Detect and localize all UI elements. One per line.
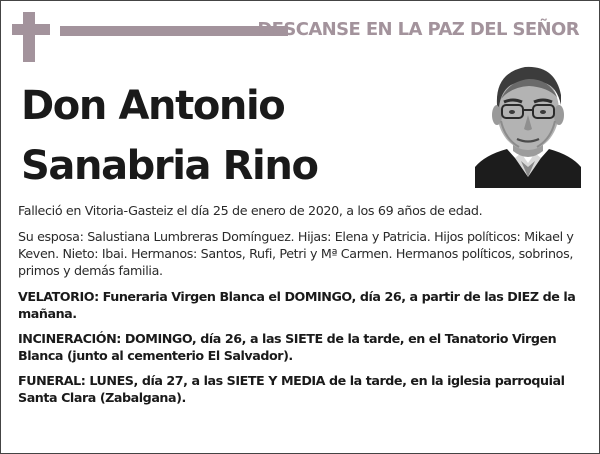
incineracion-text: INCINERACIÓN: DOMINGO, día 26, a las SIETE de la tarde, en el Tanatorio Virgen Blanca (junto al cementerio El Salvador). bbox=[18, 331, 557, 363]
deceased-name-first-line: Don Antonio bbox=[21, 83, 285, 129]
family-text: Su esposa: Salustiana Lumbreras Domínguez. Hijas: Elena y Patricia. Hijos políticos: Mikael y Keven. Nieto: Ibai. Hermanos: Santos, Rufi, Petri y Mª Carmen. Hermanos políticos, sobrinos, primos y demás familia. bbox=[18, 229, 574, 278]
deceased-name-second-line: Sanabria Rino bbox=[21, 143, 318, 189]
header-divider bbox=[60, 26, 288, 36]
velatorio-text: VELATORIO: Funeraria Virgen Blanca el DOMINGO, día 26, a partir de las DIEZ de la mañana. bbox=[18, 289, 576, 321]
notice-body bbox=[18, 202, 584, 414]
portrait-photo bbox=[475, 59, 581, 188]
header-title: DESCANSE EN LA PAZ DEL SEÑOR bbox=[257, 19, 579, 40]
death-notice-text: Falleció en Vitoria-Gasteiz el día 25 de enero de 2020, a los 69 años de edad. bbox=[18, 203, 483, 218]
funeral-text: FUNERAL: LUNES, día 27, a las SIETE Y MEDIA de la tarde, en la iglesia parroquial Santa Clara (Zabalgana). bbox=[18, 373, 565, 405]
